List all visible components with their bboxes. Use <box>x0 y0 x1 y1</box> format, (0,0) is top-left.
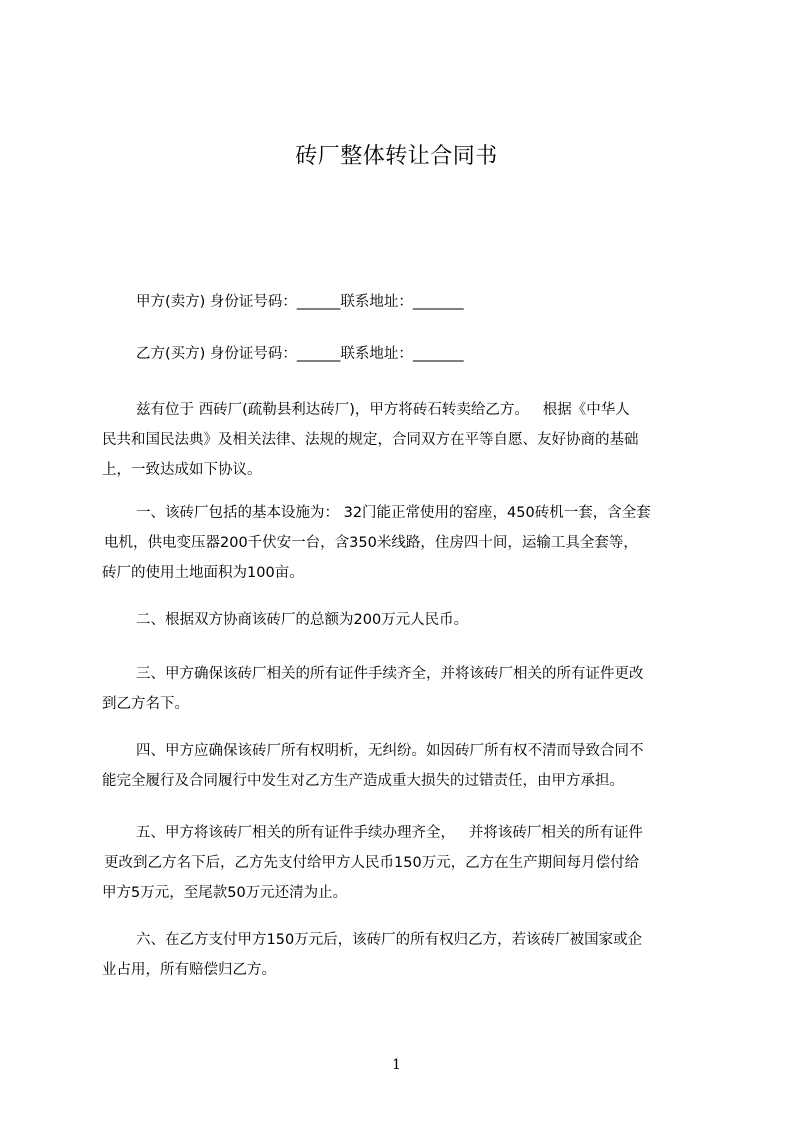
paragraph-line: 二、根据双方协商该砖厂的总额为200万元人民币。 <box>136 612 469 628</box>
clause-3 <box>102 659 702 719</box>
paragraph-line: 业占用，所有赔偿归乙方。 <box>102 962 276 978</box>
paragraph-line: 更改到乙方名下后，乙方先支付给甲方人民币150万元，乙方在生产期间每月偿付给 <box>104 855 640 871</box>
clause-2 <box>102 605 702 635</box>
clause-4 <box>102 736 702 796</box>
paragraph-line: 到乙方名下。 <box>102 696 189 712</box>
paragraph-line: 甲方5万元，至尾款50万元还清为止。 <box>102 885 348 901</box>
paragraph-line: 上，一致达成如下协议。 <box>102 462 262 478</box>
paragraph-line: 砖厂的使用土地面积为100亩。 <box>102 565 304 581</box>
paragraph-line: 兹有位于 西砖厂(疏勒县利达砖厂)，甲方将砖石转卖给乙方。 根据《中华人 <box>136 402 630 418</box>
page-number: 1 <box>392 1057 401 1073</box>
document-title: 砖厂整体转让合同书 <box>295 144 498 169</box>
paragraph-line: 六、在乙方支付甲方150万元后，该砖厂的所有权归乙方，若该砖厂被国家或企 <box>136 932 643 948</box>
paragraph-line: 能完全履行及合同履行中发生对乙方生产造成重大损失的过错责任，由甲方承担。 <box>102 773 624 789</box>
paragraph-line: 电机，供电变压器200千伏安一台，含350米线路，住房四十间，运输工具全套等， <box>104 535 638 551</box>
paragraph-line: 五、甲方将该砖厂相关的所有证件手续办理齐全， 并将该砖厂相关的所有证件 <box>136 825 643 841</box>
paragraph-line: 三、甲方确保该砖厂相关的所有证件手续齐全，并将该砖厂相关的所有证件更改 <box>136 666 644 682</box>
party-b-line: 乙方(买方) 身份证号码：______联系地址：_______ <box>136 346 464 362</box>
clause-1 <box>102 498 702 588</box>
paragraph-line: 民共和国民法典》及相关法律、法规的规定，合同双方在平等自愿、友好协商的基础 <box>102 432 639 448</box>
party-a-line: 甲方(卖方) 身份证号码：______联系地址：_______ <box>136 294 464 310</box>
clause-5 <box>102 818 702 908</box>
clause-6 <box>102 925 702 985</box>
paragraph-preamble <box>102 395 702 485</box>
paragraph-line: 一、该砖厂包括的基本设施为： 32门能正常使用的窑座，450砖机一套，含全套 <box>136 505 651 521</box>
paragraph-line: 四、甲方应确保该砖厂所有权明析，无纠纷。如因砖厂所有权不清而导致合同不 <box>136 743 644 759</box>
